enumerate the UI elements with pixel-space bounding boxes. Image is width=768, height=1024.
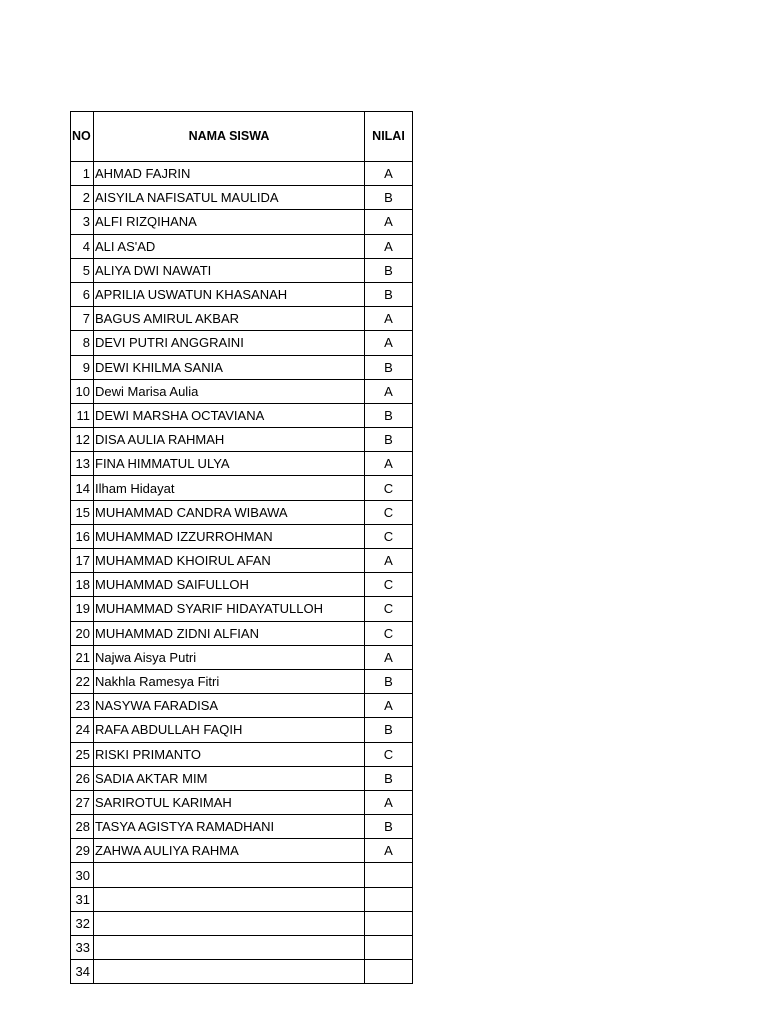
row-number: 33 [71, 936, 94, 960]
student-name: AISYILA NAFISATUL MAULIDA [94, 186, 365, 210]
student-grades-table [70, 111, 413, 984]
student-grade: B [365, 403, 413, 427]
student-grade: A [365, 331, 413, 355]
table-row [71, 307, 413, 331]
header-no: NO [71, 112, 94, 162]
row-number: 3 [71, 210, 94, 234]
row-number: 34 [71, 960, 94, 984]
row-number: 4 [71, 234, 94, 258]
row-number: 14 [71, 476, 94, 500]
table-row [71, 790, 413, 814]
student-name: MUHAMMAD KHOIRUL AFAN [94, 549, 365, 573]
student-grade: C [365, 476, 413, 500]
student-name: FINA HIMMATUL ULYA [94, 452, 365, 476]
table-row [71, 210, 413, 234]
table-row [71, 718, 413, 742]
student-name [94, 960, 365, 984]
row-number: 26 [71, 766, 94, 790]
student-name: Najwa Aisya Putri [94, 645, 365, 669]
table-row [71, 645, 413, 669]
student-name: BAGUS AMIRUL AKBAR [94, 307, 365, 331]
student-grade: A [365, 790, 413, 814]
table-header-row [71, 112, 413, 162]
table-row [71, 331, 413, 355]
table-row [71, 887, 413, 911]
table-row [71, 403, 413, 427]
student-grade: A [365, 234, 413, 258]
student-grade: B [365, 669, 413, 693]
student-name: TASYA AGISTYA RAMADHANI [94, 815, 365, 839]
student-name [94, 911, 365, 935]
student-grade: A [365, 162, 413, 186]
row-number: 10 [71, 379, 94, 403]
student-grade: B [365, 718, 413, 742]
row-number: 16 [71, 524, 94, 548]
table-row [71, 500, 413, 524]
student-name [94, 887, 365, 911]
table-row [71, 162, 413, 186]
table-row [71, 815, 413, 839]
row-number: 20 [71, 621, 94, 645]
student-grade: B [365, 355, 413, 379]
student-name: MUHAMMAD SYARIF HIDAYATULLOH [94, 597, 365, 621]
student-grade [365, 887, 413, 911]
student-name: DEWI MARSHA OCTAVIANA [94, 403, 365, 427]
student-name: SADIA AKTAR MIM [94, 766, 365, 790]
student-grade: B [365, 766, 413, 790]
student-name: Nakhla Ramesya Fitri [94, 669, 365, 693]
student-grade [365, 936, 413, 960]
row-number: 15 [71, 500, 94, 524]
student-name: APRILIA USWATUN KHASANAH [94, 282, 365, 306]
student-name: Ilham Hidayat [94, 476, 365, 500]
row-number: 18 [71, 573, 94, 597]
row-number: 22 [71, 669, 94, 693]
table-row [71, 476, 413, 500]
student-name: AHMAD FAJRIN [94, 162, 365, 186]
table-row [71, 355, 413, 379]
student-name [94, 936, 365, 960]
table-row [71, 234, 413, 258]
student-grade: C [365, 597, 413, 621]
student-grade: B [365, 186, 413, 210]
table-row [71, 524, 413, 548]
student-name: NASYWA FARADISA [94, 694, 365, 718]
table-row [71, 573, 413, 597]
student-name: DEWI KHILMA SANIA [94, 355, 365, 379]
table-row [71, 549, 413, 573]
row-number: 5 [71, 258, 94, 282]
student-name: SARIROTUL KARIMAH [94, 790, 365, 814]
student-name: MUHAMMAD SAIFULLOH [94, 573, 365, 597]
student-name: MUHAMMAD IZZURROHMAN [94, 524, 365, 548]
table-row [71, 911, 413, 935]
student-grade: C [365, 621, 413, 645]
student-grade: A [365, 379, 413, 403]
table-row [71, 597, 413, 621]
row-number: 30 [71, 863, 94, 887]
row-number: 32 [71, 911, 94, 935]
student-grade [365, 863, 413, 887]
student-grade: A [365, 839, 413, 863]
row-number: 6 [71, 282, 94, 306]
row-number: 1 [71, 162, 94, 186]
row-number: 29 [71, 839, 94, 863]
row-number: 19 [71, 597, 94, 621]
student-grade: A [365, 210, 413, 234]
row-number: 31 [71, 887, 94, 911]
row-number: 13 [71, 452, 94, 476]
student-name: Dewi Marisa Aulia [94, 379, 365, 403]
row-number: 7 [71, 307, 94, 331]
table-body [71, 162, 413, 984]
table-row [71, 258, 413, 282]
table-row [71, 621, 413, 645]
row-number: 23 [71, 694, 94, 718]
header-nilai: NILAI [365, 112, 413, 162]
row-number: 12 [71, 428, 94, 452]
header-nama-siswa: NAMA SISWA [94, 112, 365, 162]
student-name: DISA AULIA RAHMAH [94, 428, 365, 452]
student-grade: A [365, 452, 413, 476]
student-name: ZAHWA AULIYA RAHMA [94, 839, 365, 863]
table-row [71, 428, 413, 452]
table-row [71, 669, 413, 693]
student-grade: A [365, 694, 413, 718]
student-grade: A [365, 307, 413, 331]
student-name: RAFA ABDULLAH FAQIH [94, 718, 365, 742]
table-row [71, 282, 413, 306]
table-row [71, 452, 413, 476]
student-name: DEVI PUTRI ANGGRAINI [94, 331, 365, 355]
table-row [71, 936, 413, 960]
table-row [71, 766, 413, 790]
student-grade: C [365, 742, 413, 766]
student-name: ALI AS'AD [94, 234, 365, 258]
row-number: 28 [71, 815, 94, 839]
student-grade [365, 960, 413, 984]
student-name: RISKI PRIMANTO [94, 742, 365, 766]
row-number: 11 [71, 403, 94, 427]
student-grade: C [365, 524, 413, 548]
row-number: 8 [71, 331, 94, 355]
student-name: MUHAMMAD ZIDNI ALFIAN [94, 621, 365, 645]
student-grade: C [365, 573, 413, 597]
student-grade: B [365, 282, 413, 306]
table-row [71, 742, 413, 766]
row-number: 27 [71, 790, 94, 814]
row-number: 2 [71, 186, 94, 210]
student-grade: B [365, 428, 413, 452]
row-number: 21 [71, 645, 94, 669]
student-grade: A [365, 645, 413, 669]
student-grade: B [365, 815, 413, 839]
table-row [71, 863, 413, 887]
table-row [71, 186, 413, 210]
table-row [71, 839, 413, 863]
table-row [71, 694, 413, 718]
student-name: ALFI RIZQIHANA [94, 210, 365, 234]
table-row [71, 379, 413, 403]
table-row [71, 960, 413, 984]
student-grade: B [365, 258, 413, 282]
row-number: 25 [71, 742, 94, 766]
student-grade: A [365, 549, 413, 573]
row-number: 17 [71, 549, 94, 573]
student-name [94, 863, 365, 887]
row-number: 24 [71, 718, 94, 742]
student-name: MUHAMMAD CANDRA WIBAWA [94, 500, 365, 524]
student-grade: C [365, 500, 413, 524]
student-grade [365, 911, 413, 935]
row-number: 9 [71, 355, 94, 379]
student-name: ALIYA DWI NAWATI [94, 258, 365, 282]
